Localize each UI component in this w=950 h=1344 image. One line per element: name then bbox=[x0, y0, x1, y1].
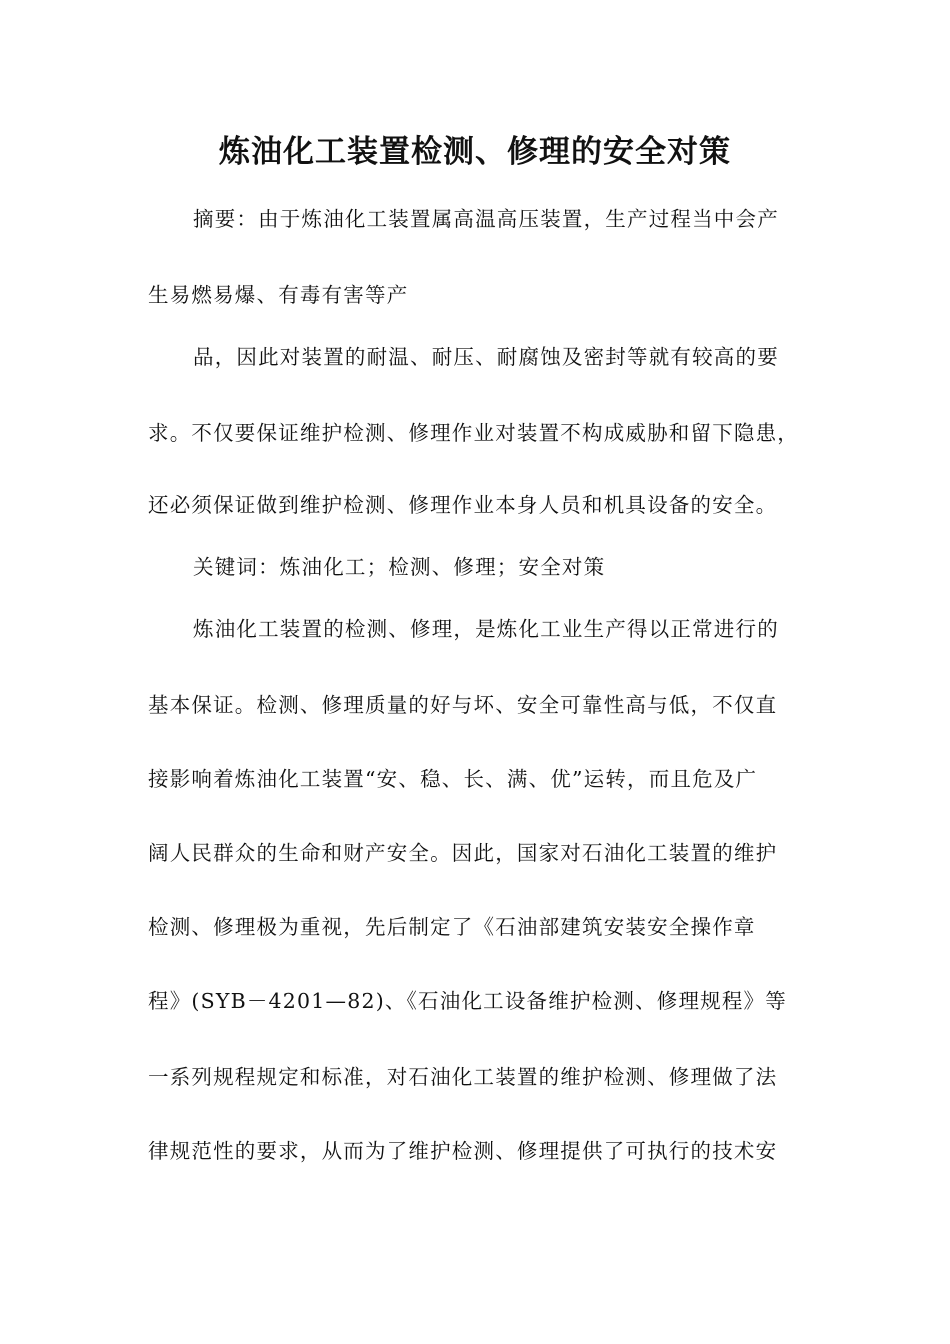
body-line-6: 程》(SYB－4201—82)、《石油化工设备维护检测、修理规程》等 bbox=[148, 989, 787, 1013]
abstract-line-4: 求。不仅要保证维护检测、修理作业对装置不构成威胁和留下隐患， bbox=[148, 421, 799, 445]
abstract-line-3: 品，因此对装置的耐温、耐压、耐腐蚀及密封等就有较高的要 bbox=[193, 345, 779, 369]
body-line-3: 接影响着炼油化工装置“安、稳、长、满、优”运转，而且危及广 bbox=[148, 767, 758, 791]
body-line-1: 炼油化工装置的检测、修理，是炼化工业生产得以正常进行的 bbox=[193, 617, 779, 641]
document-title: 炼油化工装置检测、修理的安全对策 bbox=[219, 134, 731, 170]
body-line-7: 一系列规程规定和标准，对石油化工装置的维护检测、修理做了法 bbox=[148, 1065, 778, 1089]
body-line-5: 检测、修理极为重视，先后制定了《石油部建筑安装安全操作章 bbox=[148, 915, 756, 939]
abstract-line-2: 生易燃易爆、有毒有害等产 bbox=[148, 283, 409, 307]
body-line-8: 律规范性的要求，从而为了维护检测、修理提供了可执行的技术安 bbox=[148, 1139, 778, 1163]
abstract-line-5: 还必须保证做到维护检测、修理作业本身人员和机具设备的安全。 bbox=[148, 493, 778, 517]
abstract-line-1: 摘要：由于炼油化工装置属高温高压装置，生产过程当中会产 bbox=[193, 207, 779, 231]
body-line-2: 基本保证。检测、修理质量的好与坏、安全可靠性高与低，不仅直 bbox=[148, 693, 778, 717]
body-line-4: 阔人民群众的生命和财产安全。因此，国家对石油化工装置的维护 bbox=[148, 841, 778, 865]
keywords-line: 关键词：炼油化工；检测、修理；安全对策 bbox=[193, 555, 606, 579]
